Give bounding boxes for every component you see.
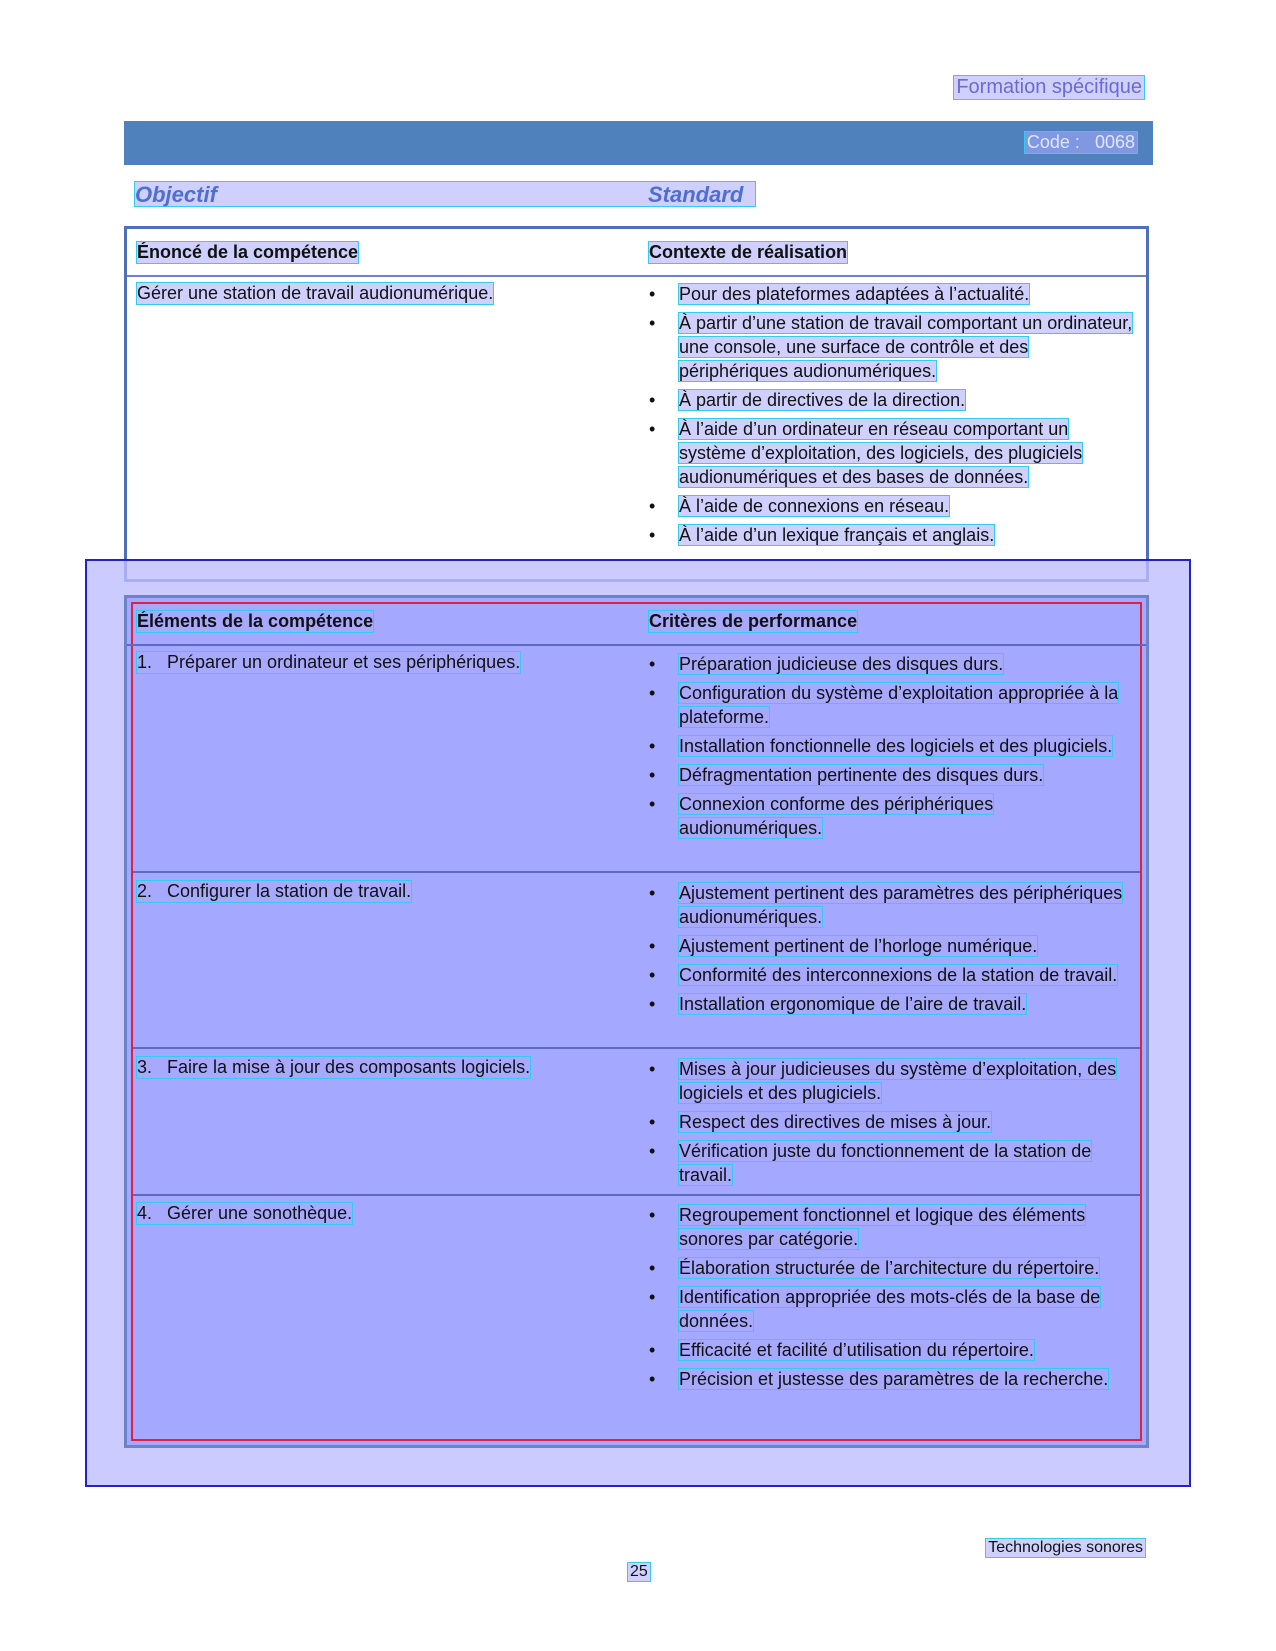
row-divider <box>133 871 1140 873</box>
standard-title: Standard <box>648 182 744 207</box>
criterion-item: • Mises à jour judicieuses du système d’exploitation, des logiciels et des plugiciels. <box>649 1059 1117 1103</box>
criteria-list-4 <box>649 1203 1134 1396</box>
criterion-item: • Respect des directives de mises à jour. <box>649 1112 992 1132</box>
program-title: Formation spécifique <box>956 76 1142 98</box>
page-number: 25 <box>630 1563 648 1580</box>
criterion-item: • Vérification juste du fonctionnement de la station de travail. <box>649 1141 1092 1185</box>
criterion-item: • Efficacité et facilité d’utilisation du répertoire. <box>649 1340 1034 1360</box>
statement-header: Énoncé de la compétence <box>137 242 359 262</box>
code-banner <box>124 121 1153 165</box>
element-row-4: 4. Gérer une sonothèque. <box>137 1203 353 1223</box>
element-row-1: 1. Préparer un ordinateur et ses périphériques. <box>137 652 521 672</box>
context-header: Contexte de réalisation <box>649 242 848 262</box>
criterion-item: • Configuration du système d’exploitation appropriée à la plateforme. <box>649 683 1119 727</box>
criterion-item: • Préparation judicieuse des disques durs. <box>649 654 1004 674</box>
criterion-item: • Précision et justesse des paramètres de la recherche. <box>649 1369 1109 1389</box>
footer-program-name: Technologies sonores <box>988 1539 1143 1556</box>
competency-code <box>1025 132 1137 153</box>
context-list <box>649 282 1134 552</box>
criterion-item: • Défragmentation pertinente des disques durs. <box>649 765 1044 785</box>
criteria-list-2 <box>649 881 1134 1021</box>
competence-table-header <box>127 229 1146 277</box>
context-item: • À partir de directives de la direction. <box>649 390 966 410</box>
competence-statement: Gérer une station de travail audionumérique. <box>137 283 494 303</box>
context-item: • À l’aide de connexions en réseau. <box>649 496 950 516</box>
criterion-item: • Élaboration structurée de l’architecture du répertoire. <box>649 1258 1100 1278</box>
criterion-item: • Ajustement pertinent des paramètres des périphériques audionumériques. <box>649 883 1123 927</box>
criteria-header: Critères de performance <box>649 611 858 631</box>
criterion-item: • Ajustement pertinent de l’horloge numérique. <box>649 936 1038 956</box>
objective-title: Objectif <box>135 182 217 207</box>
criterion-item: • Identification appropriée des mots-clés de la base de données. <box>649 1287 1101 1331</box>
criterion-item: • Regroupement fonctionnel et logique des éléments sonores par catégorie. <box>649 1205 1086 1249</box>
criterion-item: • Connexion conforme des périphériques audionumériques. <box>649 794 994 838</box>
code-label: Code : <box>1026 132 1080 152</box>
column-titles <box>135 182 755 206</box>
criterion-item: • Installation ergonomique de l’aire de travail. <box>649 994 1027 1014</box>
criterion-item: • Installation fonctionnelle des logiciels et des plugiciels. <box>649 736 1113 756</box>
elements-table <box>124 595 1149 1448</box>
context-item: • À l’aide d’un lexique français et anglais. <box>649 525 995 545</box>
context-item: • À partir d’une station de travail comportant un ordinateur, une console, une surface de contrôle et des périphériques audionumériques. <box>649 313 1133 381</box>
row-divider <box>133 1194 1140 1196</box>
elements-table-header <box>127 598 1146 646</box>
criteria-list-1 <box>649 652 1134 845</box>
element-row-2: 2. Configurer la station de travail. <box>137 881 412 901</box>
elements-header: Éléments de la compétence <box>137 611 374 631</box>
criterion-item: • Conformité des interconnexions de la station de travail. <box>649 965 1118 985</box>
context-item: • Pour des plateformes adaptées à l’actualité. <box>649 284 1030 304</box>
competence-table <box>124 226 1149 582</box>
row-divider <box>133 1047 1140 1049</box>
code-value: 0068 <box>1094 132 1135 152</box>
context-item: • À l’aide d’un ordinateur en réseau comportant un système d’exploitation, des logiciels, des plugiciels audionumériques et des bases de données. <box>649 419 1083 487</box>
element-row-3: 3. Faire la mise à jour des composants logiciels. <box>137 1057 531 1077</box>
criteria-list-3 <box>649 1057 1134 1192</box>
